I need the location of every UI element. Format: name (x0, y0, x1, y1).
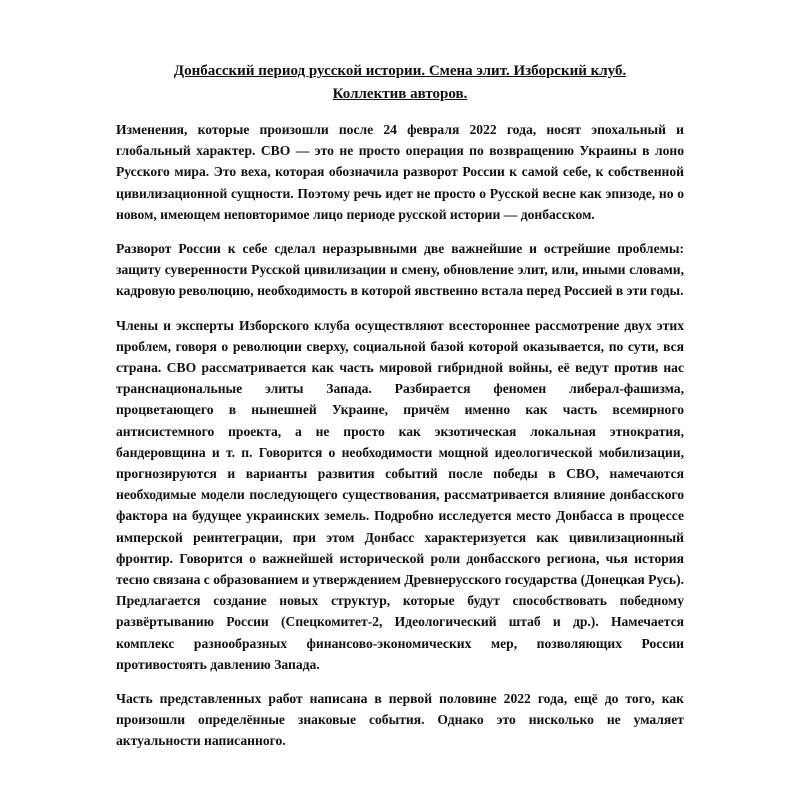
document-title (116, 60, 684, 106)
document-page (116, 60, 684, 765)
paragraph-1: Изменения, которые произошли после 24 февраля 2022 года, носят эпохальный и глобальный характер. СВО — это не просто операция по возвращению Украины в лоно Русского мира. Это веха, которая обозначила разворот России к самой себе, к собственной цивилизационной сущности. Поэтому речь идет не просто о Русской весне как эпизоде, но о новом, имеющем неповторимое лицо периоде русской истории — донбасском. (116, 122, 684, 222)
paragraph-4: Часть представленных работ написана в первой половине 2022 года, ещё до того, как произошли определённые знаковые события. Однако это нисколько не умаляет актуальности написанного. (116, 691, 684, 749)
title-line-1: Донбасский период русской истории. Смена элит. Изборский клуб. (173, 63, 627, 79)
paragraph-2: Разворот России к себе сделал неразрывными две важнейшие и острейшие проблемы: защиту суверенности Русской цивилизации и смену, обновление элит, или, иными словами, кадровую революцию, необходимость в которой явственно встала перед Россией в эти годы. (116, 241, 684, 299)
title-line-2: Коллектив авторов. (332, 86, 468, 102)
paragraph-3: Члены и эксперты Изборского клуба осуществляют всестороннее рассмотрение двух этих проблем, говоря о революции сверху, социальной базой которой оказывается, по сути, вся страна. СВО рассматривается как часть мировой гибридной войны, её ведут против нас транснациональные элиты Запада. Разбирается феномен либерал-фашизма, процветающего в нынешней Украине, причём именно как часть всемирного антисистемного проекта, а не просто как экзотическая локальная этнократия, бандеровщина и т. п. Говорится о необходимости мощной идеологической мобилизации, прогнозируются и варианты развития событий после победы в СВО, намечаются необходимые модели последующего существования, рассматривается влияние донбасского фактора на будущее украинских земель. Подробно исследуется место Донбасса в процессе имперской реинтеграции, при этом Донбасс характеризуется как цивилизационный фронтир. Говорится о важнейшей исторической роли донбасского региона, чья история тесно связана с образованием и утверждением Древнерусского государства (Донецкая Русь). Предлагается создание новых структур, которые будут способствовать победному развёртыванию России (Спецкомитет-2, Идеологический штаб и др.). Намечается комплекс разнообразных финансово-экономических мер, позволяющих России противостоять давлению Запада. (116, 317, 685, 672)
